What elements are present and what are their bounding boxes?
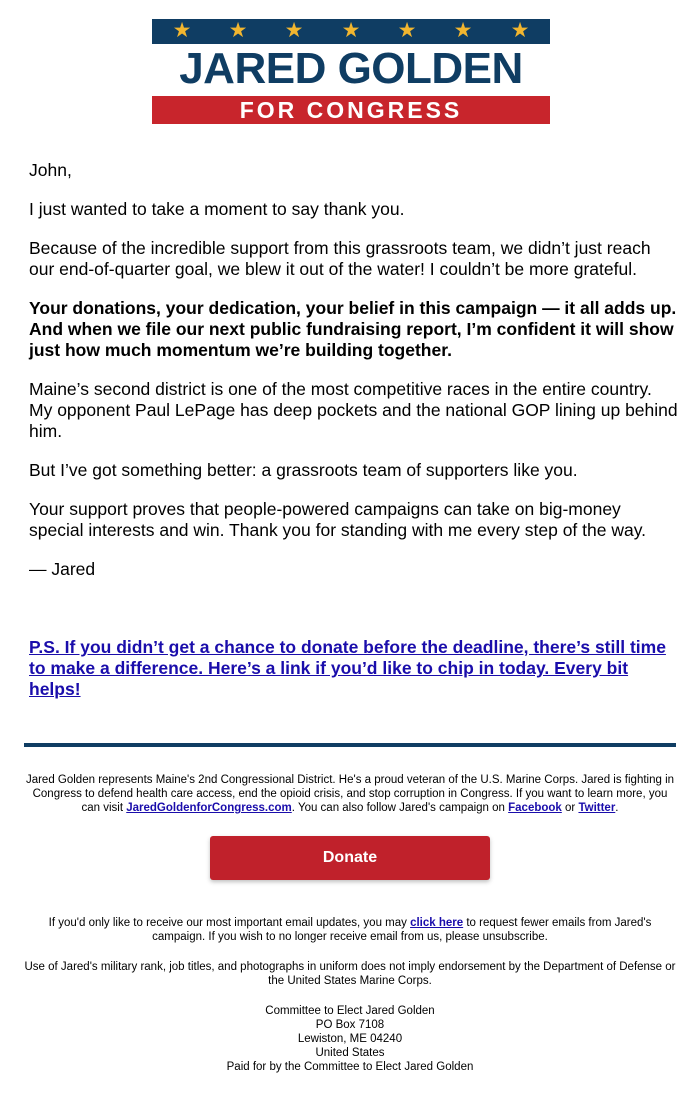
bio-text-end: . bbox=[615, 802, 619, 814]
email-preferences bbox=[24, 916, 676, 944]
bio-text-or: or bbox=[561, 802, 579, 814]
paragraph-race: Maine’s second district is one of the most competitive races in the entire country. My opponent Paul LePage has deep pockets and the national GOP lining up behind him. bbox=[29, 379, 678, 441]
paragraph-support: Your support proves that people-powered campaigns can take on big-money special interests and win. Thank you for standing with me every step of the way. bbox=[29, 499, 647, 540]
paragraph-thanks: I just wanted to take a moment to say thank you. bbox=[29, 199, 405, 219]
star-icon: ★ bbox=[172, 19, 192, 42]
paragraph-grassroots: But I’ve got something better: a grassroots team of supporters like you. bbox=[29, 460, 578, 480]
military-disclaimer: Use of Jared's military rank, job titles, and photographs in uniform does not imply endorsement by the Department of Defense or the United States Marine Corps. bbox=[24, 961, 676, 987]
greeting: John, bbox=[29, 160, 72, 180]
star-icon: ★ bbox=[284, 19, 304, 42]
email-letter-body bbox=[29, 160, 679, 598]
star-icon: ★ bbox=[341, 19, 361, 42]
twitter-link[interactable]: Twitter bbox=[578, 802, 616, 814]
prefs-text-end: to request fewer emails from Jared's campaign. If you wish to no longer receive email from us, please unsubscribe. bbox=[152, 917, 652, 943]
paid-for-disclaimer: Paid for by the Committee to Elect Jared Golden bbox=[226, 1061, 474, 1073]
footer-divider bbox=[24, 743, 676, 747]
star-icon: ★ bbox=[453, 19, 473, 42]
star-icon: ★ bbox=[397, 19, 417, 42]
logo-stars bbox=[152, 19, 550, 44]
paragraph-momentum: Your donations, your dedication, your belief in this campaign — it all adds up. And when we file our next public fundraising report, I’m confident it will show just how much momentum we’re building together. bbox=[29, 298, 677, 360]
ps-section bbox=[29, 637, 674, 700]
logo-candidate-name: JARED GOLDEN bbox=[179, 44, 523, 93]
mailing-address bbox=[24, 1004, 676, 1074]
star-icon: ★ bbox=[510, 19, 530, 42]
website-link[interactable]: JaredGoldenforCongress.com bbox=[126, 802, 292, 814]
bio-text: Jared Golden represents Maine's 2nd Congressional District. He's a proud veteran of the U.S. Marine Corps. Jared is fighting in Congress to defend health care access, end the opioid crisis, and stop corruption in Congress. If you want to learn more, you can visit bbox=[25, 774, 675, 814]
signoff: — Jared bbox=[29, 559, 96, 579]
logo-tagline: FOR CONGRESS bbox=[152, 96, 550, 124]
address-line-committee: Committee to Elect Jared Golden bbox=[265, 1005, 435, 1017]
bio-text-follow: . You can also follow Jared's campaign on bbox=[291, 802, 509, 814]
fewer-emails-link[interactable]: click here bbox=[410, 917, 464, 929]
address-line-pobox: PO Box 7108 bbox=[315, 1019, 385, 1031]
star-icon: ★ bbox=[228, 19, 248, 42]
logo-star-banner bbox=[152, 19, 550, 44]
donate-button[interactable]: Donate bbox=[210, 836, 490, 880]
ps-donate-link[interactable]: P.S. If you didn’t get a chance to donate before the deadline, there’s still time to make a difference. Here’s a link if you’d like to chip in today. Every bit helps! bbox=[29, 637, 666, 699]
paragraph-goal: Because of the incredible support from this grassroots team, we didn’t just reach our end-of-quarter goal, we blew it out of the water! I couldn’t be more grateful. bbox=[29, 238, 651, 279]
address-line-city: Lewiston, ME 04240 bbox=[297, 1033, 403, 1045]
footer-bio bbox=[24, 773, 676, 815]
prefs-text: If you'd only like to receive our most important email updates, you may bbox=[48, 917, 411, 929]
campaign-logo bbox=[152, 19, 550, 124]
address-line-country: United States bbox=[315, 1047, 385, 1059]
facebook-link[interactable]: Facebook bbox=[508, 802, 562, 814]
